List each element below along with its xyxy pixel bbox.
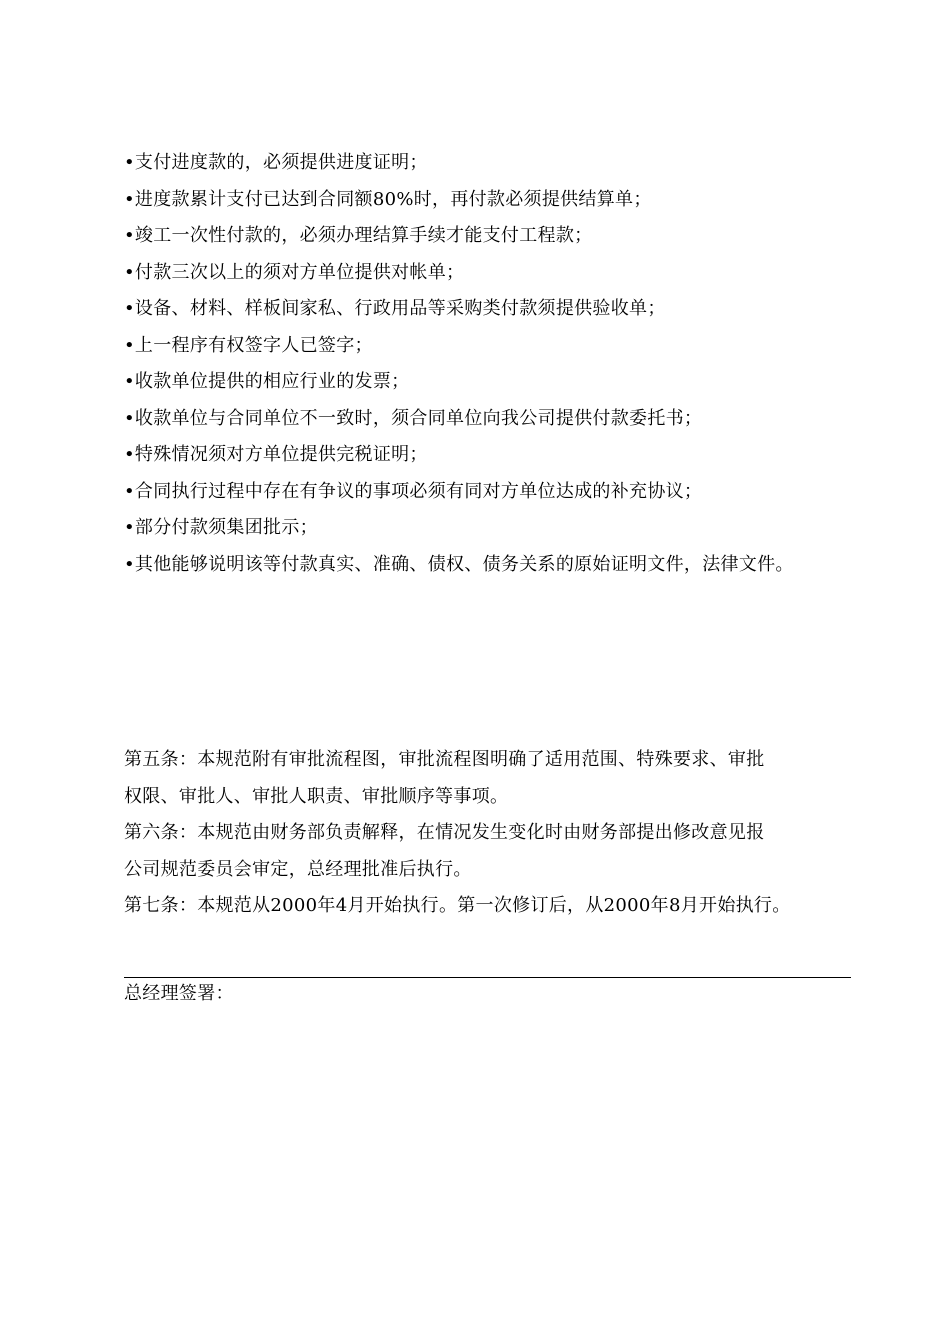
list-item: •收款单位与合同单位不一致时，须合同单位向我公司提供付款委托书；	[124, 407, 703, 429]
list-item: •支付进度款的，必须提供进度证明；	[124, 152, 428, 173]
list-item: •付款三次以上的须对方单位提供对帐单；	[124, 261, 465, 283]
articles-section	[124, 742, 864, 925]
list-item: •上一程序有权签字人已签字；	[124, 334, 373, 356]
article-five-line-1: 第五条：本规范附有审批流程图，审批流程图明确了适用范围、特殊要求、审批	[124, 749, 765, 770]
list-item: •合同执行过程中存在有争议的事项必须有同对方单位达成的补充协议；	[124, 480, 703, 502]
article-seven: 第七条：本规范从2000年4月开始执行。第一次修订后，从2000年8月开始执行。	[124, 895, 791, 916]
list-item: •设备、材料、样板间家私、行政用品等采购类付款须提供验收单；	[124, 298, 666, 319]
payment-requirements-list	[124, 145, 864, 583]
list-item: •部分付款须集团批示；	[124, 517, 318, 538]
list-item: •其他能够说明该等付款真实、准确、债权、债务关系的原始证明文件，法律文件。	[124, 553, 794, 575]
list-item: •收款单位提供的相应行业的发票；	[124, 371, 410, 392]
article-six-line-1: 第六条：本规范由财务部负责解释，在情况发生变化时由财务部提出修改意见报	[124, 822, 765, 843]
article-five-line-2: 权限、审批人、审批人职责、审批顺序等事项。	[124, 785, 509, 807]
article-six-line-2: 公司规范委员会审定，总经理批准后执行。	[124, 858, 472, 880]
list-item: •特殊情况须对方单位提供完税证明；	[124, 444, 428, 465]
general-manager-signature-label: 总经理签署：	[124, 983, 234, 1004]
list-item: •竣工一次性付款的，必须办理结算手续才能支付工程款；	[124, 225, 593, 246]
list-item: •进度款累计支付已达到合同额80%时，再付款必须提供结算单；	[124, 188, 652, 210]
